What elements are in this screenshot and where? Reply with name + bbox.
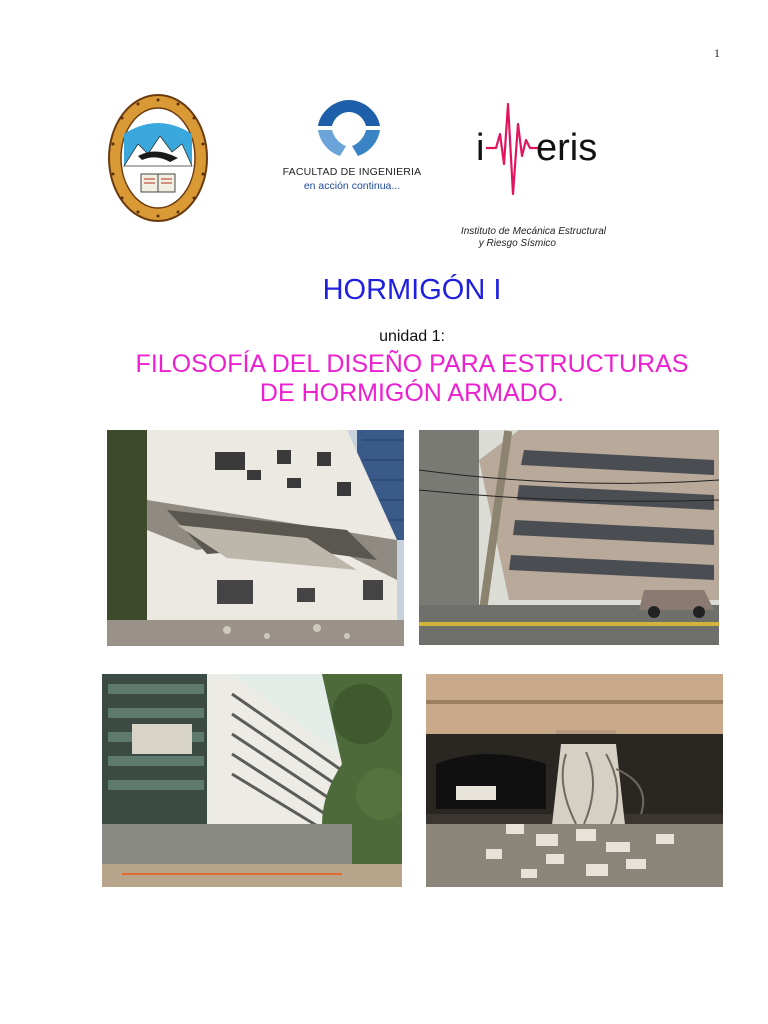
faculty-tagline: en acción continua... <box>303 180 401 192</box>
tilted-building-photo <box>419 430 719 645</box>
subtitle-line2: DE HORMIGÓN ARMADO. <box>259 379 565 407</box>
institute-caption-line1: Instituto de Mecánica Estructural <box>460 226 606 237</box>
page-number: 1 <box>714 46 720 60</box>
imeris-brand-i: i <box>476 127 485 169</box>
faculty-name: FACULTAD DE INGENIERIA <box>282 166 422 178</box>
subtitle-line1: FILOSOFÍA DEL DISEÑO PARA ESTRUCTURAS <box>135 350 689 378</box>
damaged-office-building-photo <box>102 674 402 887</box>
imeris-brand-rest: eris <box>536 127 598 169</box>
crushed-column-photo <box>426 674 723 887</box>
faculty-triangle-logo-icon <box>312 96 386 158</box>
subtitle <box>0 350 768 408</box>
unit-label: unidad 1: <box>379 328 445 345</box>
page-title: HORMIGÓN I <box>322 274 502 306</box>
collapsed-building-photo <box>107 430 404 646</box>
university-seal-icon <box>108 94 208 222</box>
imeris-logo-icon <box>470 94 600 202</box>
institute-caption-line2: y Riesgo Sísmico <box>478 238 556 249</box>
